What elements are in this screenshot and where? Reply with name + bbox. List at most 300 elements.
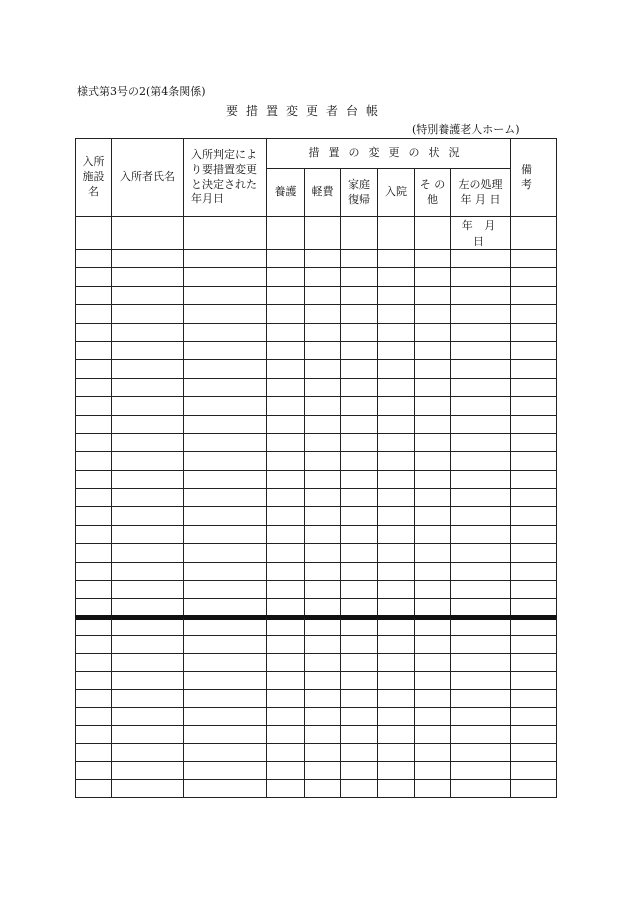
table-cell[interactable]: [378, 217, 415, 250]
table-cell[interactable]: [378, 470, 415, 488]
table-cell[interactable]: [378, 305, 415, 323]
table-cell[interactable]: [341, 341, 378, 359]
table-cell[interactable]: [341, 780, 378, 798]
table-cell[interactable]: [451, 636, 511, 654]
table-cell[interactable]: [305, 525, 341, 543]
table-cell[interactable]: [76, 544, 112, 562]
table-cell[interactable]: [415, 762, 451, 780]
table-cell[interactable]: [511, 780, 557, 798]
table-cell[interactable]: [267, 780, 305, 798]
table-cell[interactable]: [267, 544, 305, 562]
table-cell[interactable]: [76, 654, 112, 672]
table-cell[interactable]: [184, 780, 267, 798]
table-cell[interactable]: [267, 581, 305, 599]
table-cell[interactable]: [378, 433, 415, 451]
table-cell[interactable]: [511, 378, 557, 396]
table-cell[interactable]: [305, 544, 341, 562]
table-cell[interactable]: [112, 397, 184, 415]
table-cell[interactable]: [451, 415, 511, 433]
table-cell[interactable]: [267, 268, 305, 286]
table-cell[interactable]: [112, 217, 184, 250]
table-cell[interactable]: [511, 470, 557, 488]
table-cell[interactable]: [305, 690, 341, 708]
table-cell[interactable]: [511, 217, 557, 250]
table-cell[interactable]: [76, 507, 112, 525]
table-cell[interactable]: [305, 323, 341, 341]
table-cell[interactable]: [415, 507, 451, 525]
table-cell[interactable]: [415, 433, 451, 451]
table-cell[interactable]: [415, 415, 451, 433]
table-cell[interactable]: [112, 452, 184, 470]
table-cell[interactable]: [378, 690, 415, 708]
table-cell[interactable]: [341, 581, 378, 599]
table-cell[interactable]: [184, 708, 267, 726]
table-cell[interactable]: [267, 708, 305, 726]
table-cell[interactable]: [112, 672, 184, 690]
table-cell[interactable]: [305, 726, 341, 744]
table-cell[interactable]: [511, 489, 557, 507]
table-cell[interactable]: [451, 341, 511, 359]
table-cell[interactable]: [341, 525, 378, 543]
table-cell[interactable]: [184, 433, 267, 451]
table-cell[interactable]: [76, 617, 112, 636]
table-cell[interactable]: [267, 378, 305, 396]
table-cell[interactable]: [451, 452, 511, 470]
table-cell[interactable]: [341, 726, 378, 744]
table-cell[interactable]: [378, 654, 415, 672]
table-cell[interactable]: [341, 397, 378, 415]
table-cell[interactable]: [415, 525, 451, 543]
table-cell[interactable]: [112, 341, 184, 359]
table-cell[interactable]: [112, 544, 184, 562]
table-cell[interactable]: [112, 378, 184, 396]
table-cell[interactable]: [305, 415, 341, 433]
table-cell[interactable]: [267, 433, 305, 451]
table-cell[interactable]: [305, 780, 341, 798]
table-cell[interactable]: [305, 268, 341, 286]
table-cell[interactable]: [511, 544, 557, 562]
table-cell[interactable]: [451, 654, 511, 672]
table-cell[interactable]: [184, 617, 267, 636]
table-cell[interactable]: [341, 378, 378, 396]
table-cell[interactable]: [76, 452, 112, 470]
table-cell[interactable]: [415, 708, 451, 726]
table-cell[interactable]: [305, 397, 341, 415]
table-cell[interactable]: [415, 726, 451, 744]
table-cell[interactable]: [76, 780, 112, 798]
table-cell[interactable]: [341, 305, 378, 323]
table-cell[interactable]: [378, 708, 415, 726]
table-cell[interactable]: [184, 654, 267, 672]
table-cell[interactable]: [415, 690, 451, 708]
table-cell[interactable]: [76, 762, 112, 780]
table-cell[interactable]: [112, 762, 184, 780]
table-cell[interactable]: [267, 286, 305, 304]
table-cell[interactable]: [341, 489, 378, 507]
table-cell[interactable]: [341, 360, 378, 378]
table-cell[interactable]: [378, 397, 415, 415]
table-cell[interactable]: [451, 268, 511, 286]
table-cell[interactable]: [267, 744, 305, 762]
table-cell[interactable]: [184, 507, 267, 525]
table-cell[interactable]: [112, 305, 184, 323]
table-cell[interactable]: [184, 360, 267, 378]
table-cell[interactable]: [184, 636, 267, 654]
table-cell[interactable]: [184, 452, 267, 470]
table-cell[interactable]: [415, 672, 451, 690]
table-cell[interactable]: [267, 217, 305, 250]
table-cell[interactable]: [341, 470, 378, 488]
table-cell[interactable]: [76, 562, 112, 580]
table-cell[interactable]: [378, 415, 415, 433]
table-cell[interactable]: [415, 654, 451, 672]
table-cell[interactable]: [184, 415, 267, 433]
table-cell[interactable]: [267, 341, 305, 359]
table-cell[interactable]: [76, 250, 112, 268]
table-cell[interactable]: [305, 507, 341, 525]
table-cell[interactable]: [184, 305, 267, 323]
table-cell[interactable]: [341, 433, 378, 451]
table-cell[interactable]: [341, 636, 378, 654]
table-cell[interactable]: [341, 268, 378, 286]
table-cell[interactable]: [267, 360, 305, 378]
table-cell[interactable]: [76, 672, 112, 690]
table-cell[interactable]: [267, 250, 305, 268]
table-cell[interactable]: [76, 268, 112, 286]
table-cell[interactable]: [511, 690, 557, 708]
table-cell[interactable]: [511, 562, 557, 580]
table-cell[interactable]: [184, 250, 267, 268]
table-cell[interactable]: [184, 397, 267, 415]
table-cell[interactable]: [451, 250, 511, 268]
table-cell[interactable]: [112, 360, 184, 378]
table-cell[interactable]: [267, 762, 305, 780]
table-cell[interactable]: [415, 378, 451, 396]
table-cell[interactable]: [415, 581, 451, 599]
table-cell[interactable]: [184, 744, 267, 762]
table-cell[interactable]: [267, 654, 305, 672]
table-cell[interactable]: [305, 341, 341, 359]
table-cell[interactable]: [378, 636, 415, 654]
table-cell[interactable]: [267, 305, 305, 323]
table-cell[interactable]: [76, 378, 112, 396]
table-cell[interactable]: [305, 433, 341, 451]
table-cell[interactable]: [184, 690, 267, 708]
table-cell[interactable]: [378, 250, 415, 268]
table-cell[interactable]: [341, 617, 378, 636]
table-cell[interactable]: [305, 250, 341, 268]
table-cell[interactable]: [76, 415, 112, 433]
table-cell[interactable]: [184, 286, 267, 304]
table-cell[interactable]: [76, 286, 112, 304]
table-cell[interactable]: [267, 636, 305, 654]
table-cell[interactable]: [184, 544, 267, 562]
table-cell[interactable]: [112, 562, 184, 580]
table-cell[interactable]: [76, 744, 112, 762]
table-cell[interactable]: [305, 672, 341, 690]
table-cell[interactable]: [184, 525, 267, 543]
table-cell[interactable]: [184, 581, 267, 599]
table-cell[interactable]: [184, 489, 267, 507]
table-cell[interactable]: [112, 470, 184, 488]
table-cell[interactable]: [112, 636, 184, 654]
table-cell[interactable]: [511, 744, 557, 762]
table-cell[interactable]: [184, 378, 267, 396]
table-cell[interactable]: [511, 397, 557, 415]
table-cell[interactable]: [511, 250, 557, 268]
table-cell[interactable]: [305, 286, 341, 304]
table-cell[interactable]: [415, 617, 451, 636]
table-cell[interactable]: [341, 762, 378, 780]
table-cell[interactable]: [511, 762, 557, 780]
table-cell[interactable]: [415, 562, 451, 580]
table-cell[interactable]: [267, 470, 305, 488]
table-cell[interactable]: [267, 415, 305, 433]
table-cell[interactable]: [415, 636, 451, 654]
table-cell[interactable]: [511, 452, 557, 470]
table-cell[interactable]: [415, 286, 451, 304]
table-cell[interactable]: [378, 762, 415, 780]
table-cell[interactable]: [378, 452, 415, 470]
table-cell[interactable]: [451, 726, 511, 744]
table-cell[interactable]: [451, 489, 511, 507]
table-cell[interactable]: [267, 452, 305, 470]
table-cell[interactable]: [267, 489, 305, 507]
table-cell[interactable]: [76, 690, 112, 708]
table-cell[interactable]: [451, 286, 511, 304]
table-cell[interactable]: [112, 726, 184, 744]
table-cell[interactable]: [451, 470, 511, 488]
table-cell[interactable]: [112, 250, 184, 268]
table-cell[interactable]: [451, 708, 511, 726]
table-cell[interactable]: [378, 341, 415, 359]
table-cell[interactable]: [511, 323, 557, 341]
table-cell[interactable]: [415, 305, 451, 323]
table-cell[interactable]: [305, 654, 341, 672]
table-cell[interactable]: [305, 489, 341, 507]
table-cell[interactable]: [112, 489, 184, 507]
table-cell[interactable]: [341, 415, 378, 433]
table-cell[interactable]: [112, 581, 184, 599]
table-cell[interactable]: [511, 525, 557, 543]
table-cell[interactable]: [511, 433, 557, 451]
table-cell[interactable]: [378, 544, 415, 562]
table-cell[interactable]: [378, 323, 415, 341]
table-cell[interactable]: [184, 268, 267, 286]
table-cell[interactable]: [341, 544, 378, 562]
table-cell[interactable]: [451, 672, 511, 690]
table-cell[interactable]: [305, 636, 341, 654]
table-cell[interactable]: [76, 525, 112, 543]
table-cell[interactable]: [341, 452, 378, 470]
table-cell[interactable]: [511, 507, 557, 525]
table-cell[interactable]: [451, 323, 511, 341]
table-cell[interactable]: [378, 672, 415, 690]
table-cell[interactable]: [511, 581, 557, 599]
table-cell[interactable]: [305, 562, 341, 580]
table-cell[interactable]: [341, 672, 378, 690]
table-cell[interactable]: [267, 323, 305, 341]
table-cell[interactable]: [76, 433, 112, 451]
table-cell[interactable]: [305, 378, 341, 396]
table-cell[interactable]: [415, 360, 451, 378]
table-cell[interactable]: [415, 452, 451, 470]
table-cell[interactable]: [511, 341, 557, 359]
table-cell[interactable]: [112, 744, 184, 762]
table-cell[interactable]: [451, 581, 511, 599]
table-cell[interactable]: [511, 286, 557, 304]
table-cell[interactable]: [451, 305, 511, 323]
table-cell[interactable]: [76, 726, 112, 744]
table-cell[interactable]: [76, 341, 112, 359]
table-cell[interactable]: [267, 562, 305, 580]
table-cell[interactable]: [415, 780, 451, 798]
table-cell[interactable]: [112, 780, 184, 798]
table-cell[interactable]: [267, 672, 305, 690]
table-cell[interactable]: [451, 525, 511, 543]
table-cell[interactable]: [184, 762, 267, 780]
table-cell[interactable]: [415, 470, 451, 488]
table-cell[interactable]: [451, 544, 511, 562]
table-cell[interactable]: [378, 489, 415, 507]
table-cell[interactable]: [451, 378, 511, 396]
table-cell[interactable]: [305, 708, 341, 726]
table-cell[interactable]: [451, 360, 511, 378]
table-cell[interactable]: [76, 397, 112, 415]
table-cell[interactable]: [415, 323, 451, 341]
table-cell[interactable]: [112, 268, 184, 286]
table-cell[interactable]: [511, 415, 557, 433]
table-cell[interactable]: [341, 286, 378, 304]
table-cell[interactable]: [341, 708, 378, 726]
table-cell[interactable]: [112, 507, 184, 525]
table-cell[interactable]: [305, 305, 341, 323]
table-cell[interactable]: [112, 286, 184, 304]
table-cell[interactable]: [511, 360, 557, 378]
table-cell[interactable]: [341, 250, 378, 268]
table-cell[interactable]: [76, 636, 112, 654]
table-cell[interactable]: [378, 525, 415, 543]
table-cell[interactable]: [511, 672, 557, 690]
table-cell[interactable]: [511, 268, 557, 286]
table-cell[interactable]: [267, 617, 305, 636]
table-cell[interactable]: [415, 341, 451, 359]
table-cell[interactable]: [305, 470, 341, 488]
table-cell[interactable]: [451, 217, 511, 250]
table-cell[interactable]: [305, 762, 341, 780]
table-cell[interactable]: [76, 581, 112, 599]
table-cell[interactable]: [112, 323, 184, 341]
table-cell[interactable]: [378, 378, 415, 396]
table-cell[interactable]: [341, 562, 378, 580]
table-cell[interactable]: [378, 507, 415, 525]
table-cell[interactable]: [76, 217, 112, 250]
table-cell[interactable]: [267, 397, 305, 415]
table-cell[interactable]: [112, 415, 184, 433]
table-cell[interactable]: [305, 581, 341, 599]
table-cell[interactable]: [378, 617, 415, 636]
table-cell[interactable]: [511, 708, 557, 726]
table-cell[interactable]: [415, 744, 451, 762]
table-cell[interactable]: [341, 744, 378, 762]
table-cell[interactable]: [305, 617, 341, 636]
table-cell[interactable]: [341, 690, 378, 708]
table-cell[interactable]: [451, 762, 511, 780]
table-cell[interactable]: [415, 268, 451, 286]
table-cell[interactable]: [378, 581, 415, 599]
table-cell[interactable]: [415, 397, 451, 415]
table-cell[interactable]: [267, 726, 305, 744]
table-cell[interactable]: [305, 744, 341, 762]
table-cell[interactable]: [341, 654, 378, 672]
table-cell[interactable]: [76, 470, 112, 488]
table-cell[interactable]: [378, 744, 415, 762]
table-cell[interactable]: [511, 636, 557, 654]
table-cell[interactable]: [184, 470, 267, 488]
table-cell[interactable]: [305, 217, 341, 250]
table-cell[interactable]: [378, 780, 415, 798]
table-cell[interactable]: [378, 268, 415, 286]
table-cell[interactable]: [451, 780, 511, 798]
table-cell[interactable]: [378, 726, 415, 744]
table-cell[interactable]: [451, 744, 511, 762]
table-cell[interactable]: [451, 397, 511, 415]
table-cell[interactable]: [341, 507, 378, 525]
table-cell[interactable]: [184, 323, 267, 341]
table-cell[interactable]: [341, 323, 378, 341]
table-cell[interactable]: [415, 489, 451, 507]
table-cell[interactable]: [76, 323, 112, 341]
table-cell[interactable]: [415, 250, 451, 268]
table-cell[interactable]: [112, 617, 184, 636]
table-cell[interactable]: [415, 544, 451, 562]
table-cell[interactable]: [451, 562, 511, 580]
table-cell[interactable]: [511, 726, 557, 744]
table-cell[interactable]: [378, 360, 415, 378]
table-cell[interactable]: [112, 690, 184, 708]
table-cell[interactable]: [305, 360, 341, 378]
table-cell[interactable]: [451, 690, 511, 708]
table-cell[interactable]: [76, 360, 112, 378]
table-cell[interactable]: [112, 433, 184, 451]
table-cell[interactable]: [76, 708, 112, 726]
table-cell[interactable]: [451, 617, 511, 636]
table-cell[interactable]: [184, 562, 267, 580]
table-cell[interactable]: [112, 525, 184, 543]
table-cell[interactable]: [267, 690, 305, 708]
table-cell[interactable]: [511, 617, 557, 636]
table-cell[interactable]: [451, 433, 511, 451]
table-cell[interactable]: [184, 217, 267, 250]
table-cell[interactable]: [511, 654, 557, 672]
table-cell[interactable]: [184, 341, 267, 359]
table-cell[interactable]: [184, 726, 267, 744]
table-cell[interactable]: [451, 507, 511, 525]
table-cell[interactable]: [415, 217, 451, 250]
table-cell[interactable]: [267, 525, 305, 543]
table-cell[interactable]: [305, 452, 341, 470]
table-cell[interactable]: [341, 217, 378, 250]
table-cell[interactable]: [112, 708, 184, 726]
table-cell[interactable]: [76, 305, 112, 323]
table-cell[interactable]: [511, 305, 557, 323]
table-cell[interactable]: [112, 654, 184, 672]
table-cell[interactable]: [267, 507, 305, 525]
table-cell[interactable]: [76, 489, 112, 507]
table-cell[interactable]: [378, 562, 415, 580]
table-cell[interactable]: [378, 286, 415, 304]
table-cell[interactable]: [184, 672, 267, 690]
